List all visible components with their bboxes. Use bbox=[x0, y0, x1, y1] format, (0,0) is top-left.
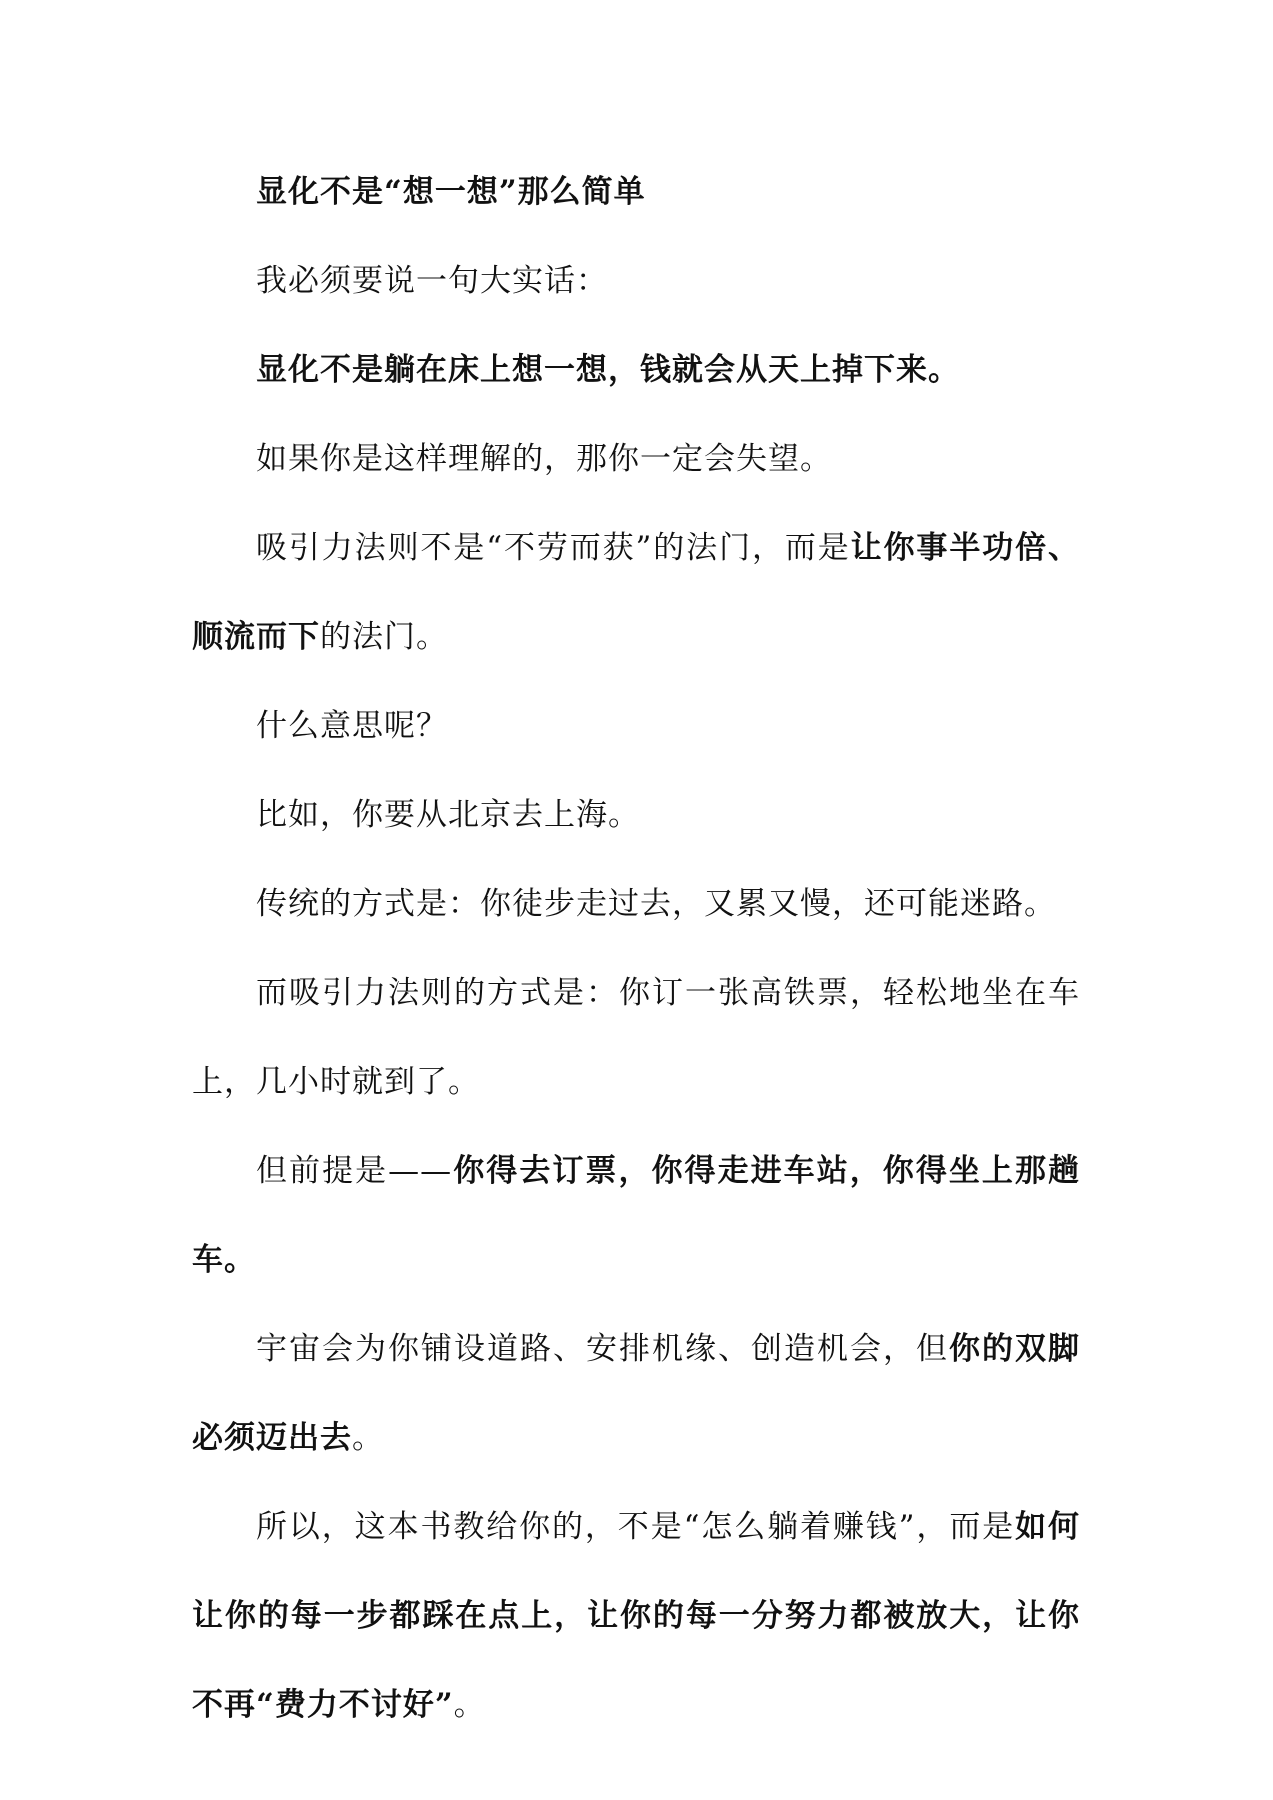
document-body bbox=[192, 168, 1080, 1750]
section-heading: 显化不是“想一想”那么简单 bbox=[256, 174, 646, 210]
paragraph-1 bbox=[192, 237, 1080, 326]
paragraph-text: 比如，你要从北京去上海。 bbox=[256, 797, 640, 833]
paragraph-4 bbox=[192, 504, 1080, 682]
paragraph-text: 所以，这本书教给你的，不是“怎么躺着赚钱”，而是 bbox=[256, 1509, 1016, 1545]
paragraph-text: 的法门。 bbox=[320, 619, 448, 655]
paragraph-text: 。 bbox=[352, 1420, 384, 1456]
paragraph-text: 吸引力法则不是“不劳而获”的法门，而是 bbox=[256, 530, 851, 566]
paragraph-text: 什么意思呢？ bbox=[256, 708, 448, 744]
paragraph-7 bbox=[192, 860, 1080, 949]
paragraph-text: 。 bbox=[453, 1687, 486, 1723]
paragraph-text: 传统的方式是：你徒步走过去，又累又慢，还可能迷路。 bbox=[256, 886, 1056, 922]
paragraph-text: 如果你是这样理解的，那你一定会失望。 bbox=[256, 441, 832, 477]
paragraph-5 bbox=[192, 682, 1080, 771]
paragraph-10 bbox=[192, 1305, 1080, 1483]
paragraph-text: 但前提是—— bbox=[256, 1153, 453, 1189]
paragraph-bold-text: 你的双脚必须迈出去 bbox=[192, 1331, 1080, 1456]
paragraph-11 bbox=[192, 1483, 1080, 1750]
paragraph-9 bbox=[192, 1127, 1080, 1305]
paragraph-bold-text: 让你事半功倍、顺流而下 bbox=[192, 530, 1080, 655]
paragraph-8 bbox=[192, 949, 1080, 1127]
paragraph-3 bbox=[192, 415, 1080, 504]
paragraph-text: 我必须要说一句大实话： bbox=[256, 263, 608, 299]
paragraph-bold-text: 如何让你的每一步都踩在点上，让你的每一分努力都被放大，让你不再“费力不讨好” bbox=[192, 1509, 1081, 1723]
paragraph-text: 宇宙会为你铺设道路、安排机缘、创造机会，但 bbox=[256, 1331, 949, 1367]
paragraph-2 bbox=[192, 326, 1080, 415]
paragraph-bold-text: 你得去订票，你得走进车站，你得坐上那趟车。 bbox=[192, 1153, 1081, 1278]
paragraph-text: 而吸引力法则的方式是：你订一张高铁票，轻松地坐在车上，几小时就到了。 bbox=[192, 975, 1080, 1100]
paragraph-6 bbox=[192, 771, 1080, 860]
paragraph-bold-text: 显化不是躺在床上想一想，钱就会从天上掉下来。 bbox=[256, 352, 960, 388]
